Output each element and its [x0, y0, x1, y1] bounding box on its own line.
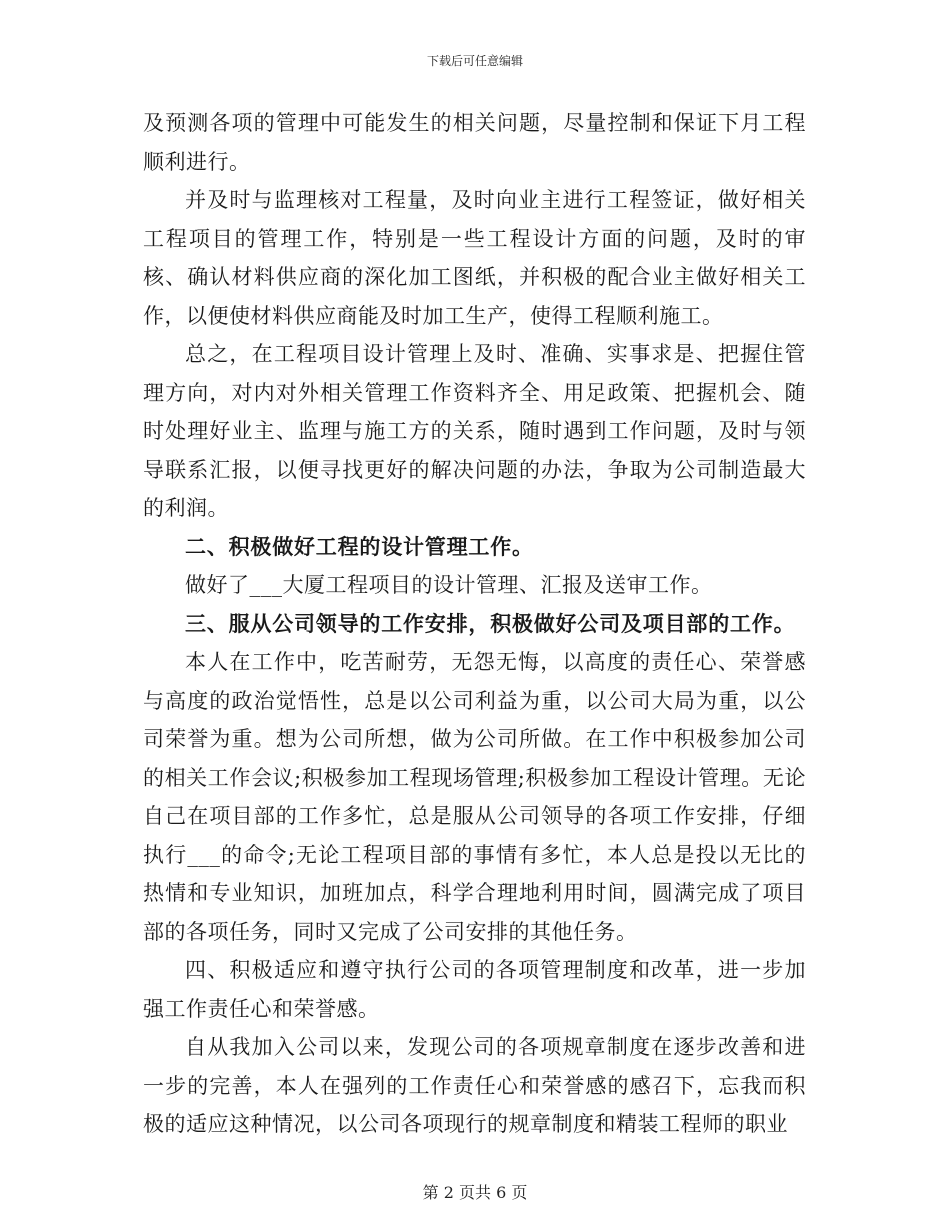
paragraph-2: 并及时与监理核对工程量，及时向业主进行工程签证，做好相关工程项目的管理工作，特别是一些工程设计方面的问题，及时的审核、确认材料供应商的深化加工图纸，并积极的配合业主做好相关工作，以便使材料供应商能及时加工生产，使得工程顺利施工。 [143, 188, 806, 328]
section-heading-3: 三、服从公司领导的工作安排，积极做好公司及项目部的工作。 [185, 610, 796, 636]
page-header: 下载后可任意编辑 [426, 54, 523, 68]
paragraph-6: 自从我加入公司以来，发现公司的各项规章制度在逐步改善和进一步的完善，本人在强列的工作责任心和荣誉感的感召下，忘我而积极的适应这种情况，以公司各项现行的规章制度和精装工程师的职业 [143, 1035, 806, 1136]
document-body [143, 104, 806, 1144]
section-heading-2: 二、积极做好工程的设计管理工作。 [185, 533, 534, 559]
paragraph-5: 本人在工作中，吃苦耐劳，无怨无悔，以高度的责任心、荣誉感与高度的政治觉悟性，总是以公司利益为重，以公司大局为重，以公司荣誉为重。想为公司所想，做为公司所做。在工作中积极参加公司的相关工作会议;积极参加工程现场管理;积极参加工程设计管理。无论自己在项目部的工作多忙，总是服从公司领导的各项工作安排，仔细执行___的命令;无论工程项目部的事情有多忙，本人总是投以无比的热情和专业知识，加班加点，科学合理地利用时间，圆满完成了项目部的各项任务，同时又完成了公司安排的其他任务。 [143, 650, 806, 944]
section-heading-4: 四、积极适应和遵守执行公司的各项管理制度和改革，进一步加强工作责任心和荣誉感。 [143, 958, 806, 1021]
paragraph-4: 做好了___大厦工程项目的设计管理、汇报及送审工作。 [185, 573, 713, 597]
page-number-footer: 第 2 页共 6 页 [422, 1183, 528, 1202]
paragraph-1: 及预测各项的管理中可能发生的相关问题，尽量控制和保证下月工程顺利进行。 [143, 111, 806, 174]
paragraph-3: 总之，在工程项目设计管理上及时、准确、实事求是、把握住管理方向，对内对外相关管理工作资料齐全、用足政策、把握机会、随时处理好业主、监理与施工方的关系，随时遇到工作问题，及时与领导联系汇报，以便寻找更好的解决问题的办法，争取为公司制造最大的利润。 [143, 342, 806, 520]
